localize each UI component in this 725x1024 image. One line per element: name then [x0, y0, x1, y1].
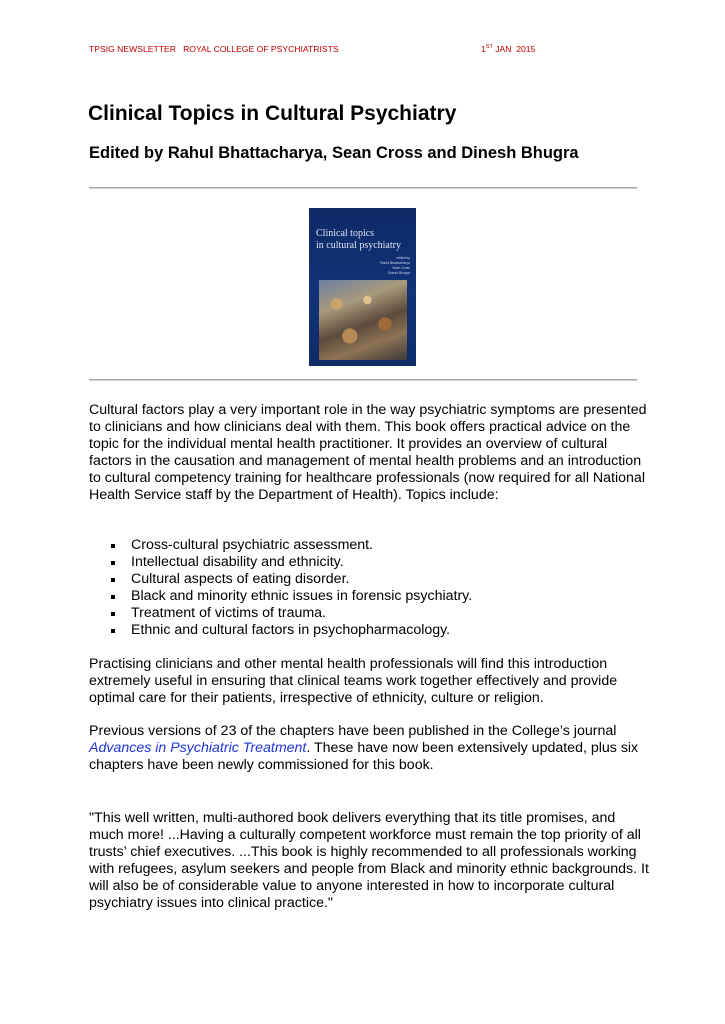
- cover-editors: [380, 256, 410, 276]
- newsletter-label: TPSIG NEWSLETTER ROYAL COLLEGE OF PSYCHIATRISTS: [89, 44, 339, 54]
- topic-text: Intellectual disability and ethnicity.: [131, 554, 344, 570]
- bullet-icon: [111, 629, 115, 633]
- list-item: [89, 605, 649, 622]
- topic-text: Ethnic and cultural factors in psychopharmacology.: [131, 622, 451, 638]
- list-item: [89, 554, 649, 571]
- header-date: [481, 44, 535, 54]
- divider-top: [89, 187, 637, 189]
- bullet-icon: [111, 612, 115, 616]
- topics-list: [89, 537, 649, 639]
- bullet-icon: [111, 578, 115, 582]
- topic-text: Treatment of victims of trauma.: [131, 605, 327, 621]
- previous-text-after: . These have now been extensively updated, plus six chapters have been newly commissioned for this book.: [89, 740, 639, 773]
- cover-artwork: [319, 280, 407, 360]
- topic-text: Cultural aspects of eating disorder.: [131, 571, 350, 587]
- page-title: Clinical Topics in Cultural Psychiatry: [88, 102, 457, 125]
- journal-link[interactable]: Advances in Psychiatric Treatment: [89, 740, 307, 756]
- list-item: [89, 537, 649, 554]
- date-rest: JAN 2015: [492, 44, 536, 54]
- practising-paragraph: Practising clinicians and other mental health professionals will find this introduction extremely useful in ensuring that clinical teams work together effectively and provide optimal care for their patients, irrespective of ethnicity, culture or religion.: [89, 656, 618, 706]
- cover-title-line2: in cultural psychiatry: [316, 240, 401, 251]
- cover-title-line1: Clinical topics: [316, 228, 375, 239]
- bullet-icon: [111, 595, 115, 599]
- cover-editor3: Dinesh Bhugra: [387, 271, 410, 275]
- previous-text-before: Previous versions of 23 of the chapters have been published in the College’s journal: [89, 723, 617, 739]
- list-item: [89, 571, 649, 588]
- list-item: [89, 622, 649, 639]
- divider-bottom: [89, 379, 637, 381]
- cover-title: [316, 228, 412, 252]
- intro-paragraph: Cultural factors play a very important role in the way psychiatric symptoms are presented to clinicians and how clinicians deal with them. This book offers practical advice on the topic for the individual mental health practitioner. It provides an overview of cultural factors in the causation and management of mental health problems and an introduction to cultural competency training for healthcare professionals (now required for all National Health Service staff by the Department of Health). Topics include:: [89, 402, 647, 503]
- book-cover-image: [309, 208, 416, 366]
- cover-editor1: Rahul Bhattacharya: [380, 261, 410, 265]
- topic-text: Black and minority ethnic issues in forensic psychiatry.: [131, 588, 473, 604]
- bullet-icon: [111, 544, 115, 548]
- date-day: 1: [481, 44, 486, 54]
- previous-versions-paragraph: [89, 723, 649, 774]
- editors-subtitle: Edited by Rahul Bhattacharya, Sean Cross and Dinesh Bhugra: [89, 144, 579, 162]
- review-quote: "This well written, multi-authored book delivers everything that its title promises, and much more! ...Having a culturally competent workforce must remain the top priority of all trusts’ chief executives. ...This book is highly recommended to all professionals working with refugees, asylum seekers and people from Black and minority ethnic backgrounds. It will also be of considerable value to anyone interested in how to incorporate cultural psychiatry issues into clinical practice.": [89, 810, 649, 911]
- cover-editor2: Sean Cross: [392, 266, 410, 270]
- topic-text: Cross-cultural psychiatric assessment.: [131, 537, 374, 553]
- date-suffix: ST: [485, 44, 493, 51]
- page-header: [89, 44, 549, 58]
- cover-edited-by: edited by: [396, 256, 410, 260]
- list-item: [89, 588, 649, 605]
- bullet-icon: [111, 561, 115, 565]
